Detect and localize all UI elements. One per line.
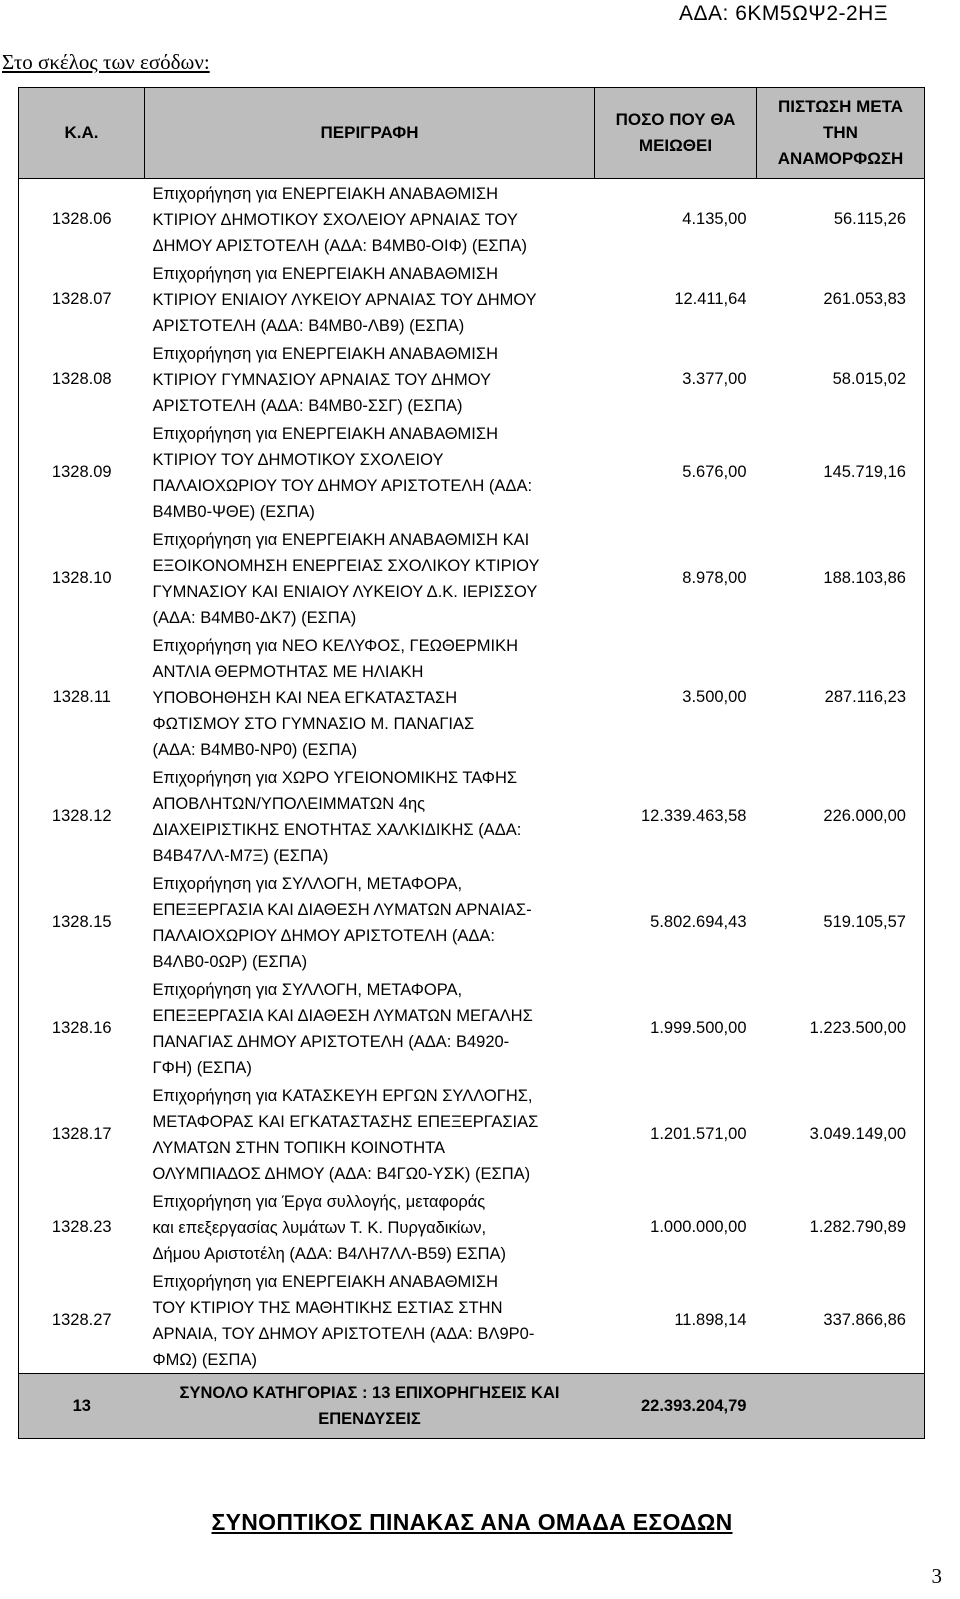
row-reduce-amount: 11.898,14 [674, 1311, 747, 1329]
total-label-line: ΣΥΝΟΛΟ ΚΑΤΗΓΟΡΙΑΣ : 13 ΕΠΙΧΟΡΗΓΗΣΕΙΣ ΚΑΙ [179, 1384, 560, 1402]
table-row [19, 869, 925, 975]
row-description-line: Δήμου Αριστοτέλη (ΑΔΑ: Β4ΛΗ7ΛΛ-Β59) ΕΣΠΑ) [152, 1245, 507, 1263]
row-ka: 1328.15 [19, 869, 145, 975]
row-description-line: ΦΜΩ) (ΕΣΠΑ) [152, 1351, 257, 1369]
row-description [145, 869, 595, 975]
row-reduce-amount: 1.201.571,00 [650, 1125, 747, 1143]
row-description-line: ΠΑΛΑΙΟΧΩΡΙΟΥ ΤΟΥ ΔΗΜΟΥ ΑΡΙΣΤΟΤΕΛΗ (ΑΔΑ: [152, 477, 533, 495]
row-reduce-amount: 1.999.500,00 [650, 1019, 747, 1037]
row-description-line: Β4ΛΒ0-0ΩΡ) (ΕΣΠΑ) [152, 953, 308, 971]
row-credit-after: 1.282.790,89 [757, 1187, 925, 1267]
row-description-line: ΑΡΙΣΤΟΤΕΛΗ (ΑΔΑ: Β4ΜΒ0-ΛΒ9) (ΕΣΠΑ) [152, 317, 465, 335]
row-description-line: ΠΑΝΑΓΙΑΣ ΔΗΜΟΥ ΑΡΙΣΤΟΤΕΛΗ (ΑΔΑ: Β4920- [152, 1033, 510, 1051]
row-description-line: (ΑΔΑ: Β4ΜΒ0-ΔΚ7) (ΕΣΠΑ) [152, 609, 357, 627]
row-description-line: ΑΝΤΛΙΑ ΘΕΡΜΟΤΗΤΑΣ ΜΕ ΗΛΙΑΚΗ [152, 663, 424, 681]
row-reduce-amount: 3.377,00 [682, 370, 747, 388]
row-description [145, 763, 595, 869]
row-description [145, 525, 595, 631]
row-description-line: ΕΞΟΙΚΟΝΟΜΗΣΗ ΕΝΕΡΓΕΙΑΣ ΣΧΟΛΙΚΟΥ ΚΤΙΡΙΟΥ [152, 557, 540, 575]
row-description-line: ΜΕΤΑΦΟΡΑΣ ΚΑΙ ΕΓΚΑΤΑΣΤΑΣΗΣ ΕΠΕΞΕΡΓΑΣΙΑΣ [152, 1113, 539, 1131]
row-credit-after: 188.103,86 [757, 525, 925, 631]
row-description [145, 1267, 595, 1374]
row-description-line: ΓΥΜΝΑΣΙΟΥ ΚΑΙ ΕΝΙΑΙΟΥ ΛΥΚΕΙΟΥ Δ.Κ. ΙΕΡΙΣΣΟΥ [152, 583, 538, 601]
row-credit-after: 226.000,00 [757, 763, 925, 869]
row-description [145, 975, 595, 1081]
row-description-line: ΑΠΟΒΛΗΤΩΝ/ΥΠΟΛΕΙΜΜΑΤΩΝ 4ης [152, 795, 426, 813]
table-row [19, 339, 925, 419]
row-description [145, 1081, 595, 1187]
total-label [145, 1374, 595, 1439]
row-description-line: ΑΡΝΑΙΑ, ΤΟΥ ΔΗΜΟΥ ΑΡΙΣΤΟΤΕΛΗ (ΑΔΑ: ΒΛ9Ρ0- [152, 1325, 535, 1343]
budget-table [18, 87, 925, 1439]
total-credit [757, 1374, 925, 1439]
row-description-line: Επιχορήγηση για ΕΝΕΡΓΕΙΑΚΗ ΑΝΑΒΑΘΜΙΣΗ [152, 185, 499, 203]
total-row [19, 1374, 925, 1439]
total-label-line: ΕΠΕΝΔΥΣΕΙΣ [318, 1410, 421, 1428]
row-description-line: ΔΗΜΟΥ ΑΡΙΣΤΟΤΕΛΗ (ΑΔΑ: Β4ΜΒ0-ΟΙΦ) (ΕΣΠΑ) [152, 237, 527, 255]
page-number: 3 [931, 1564, 942, 1588]
table-row [19, 179, 925, 260]
row-reduce-amount: 4.135,00 [682, 210, 747, 228]
row-credit-after: 337.866,86 [757, 1267, 925, 1374]
row-credit-after: 145.719,16 [757, 419, 925, 525]
row-credit-after: 287.116,23 [757, 631, 925, 763]
row-ka: 1328.23 [19, 1187, 145, 1267]
row-description-line: ΥΠΟΒΟΗΘΗΣΗ ΚΑΙ ΝΕΑ ΕΓΚΑΤΑΣΤΑΣΗ [152, 689, 458, 707]
row-description-line: Επιχορήγηση για ΣΥΛΛΟΓΗ, ΜΕΤΑΦΟΡΑ, [152, 981, 463, 999]
row-ka: 1328.17 [19, 1081, 145, 1187]
table-row [19, 631, 925, 763]
row-description-line: ΔΙΑΧΕΙΡΙΣΤΙΚΗΣ ΕΝΟΤΗΤΑΣ ΧΑΛΚΙΔΙΚΗΣ (ΑΔΑ: [152, 821, 522, 839]
row-description-line: Επιχορήγηση για ΧΩΡΟ ΥΓΕΙΟΝΟΜΙΚΗΣ ΤΑΦΗΣ [152, 769, 518, 787]
summary-title: ΣΥΝΟΠΤΙΚΟΣ ΠΙΝΑΚΑΣ ΑΝΑ ΟΜΑΔΑ ΕΣΟΔΩΝ [211, 1509, 733, 1535]
header-credit-after: ΠΙΣΤΩΣΗ ΜΕΤΑ ΤΗΝ ΑΝΑΜΟΡΦΩΣΗ [757, 88, 925, 179]
row-reduce-amount: 12.339.463,58 [640, 807, 747, 825]
row-description-line: ΛΥΜΑΤΩΝ ΣΤΗΝ ΤΟΠΙΚΗ ΚΟΙΝΟΤΗΤΑ [152, 1139, 445, 1157]
row-ka: 1328.10 [19, 525, 145, 631]
row-reduce-amount: 12.411,64 [674, 290, 747, 308]
row-description-line: ΓΦΗ) (ΕΣΠΑ) [152, 1059, 252, 1077]
section-heading: Στο σκέλος των εσόδων: [2, 50, 210, 74]
table-row [19, 763, 925, 869]
row-reduce-amount: 3.500,00 [682, 688, 747, 706]
row-description-line: (ΑΔΑ: Β4ΜΒ0-ΝΡ0) (ΕΣΠΑ) [152, 741, 358, 759]
table-row [19, 975, 925, 1081]
row-description [145, 631, 595, 763]
row-reduce-amount: 5.676,00 [682, 463, 747, 481]
row-reduce-amount: 8.978,00 [682, 569, 747, 587]
row-description-line: ΤΟΥ ΚΤΙΡΙΟΥ ΤΗΣ ΜΑΘΗΤΙΚΗΣ ΕΣΤΙΑΣ ΣΤΗΝ [152, 1299, 503, 1317]
row-credit-after: 3.049.149,00 [757, 1081, 925, 1187]
row-reduce-amount: 1.000.000,00 [650, 1218, 747, 1236]
row-description [145, 179, 595, 260]
row-description-line: ΕΠΕΞΕΡΓΑΣΙΑ ΚΑΙ ΔΙΑΘΕΣΗ ΛΥΜΑΤΩΝ ΜΕΓΑΛΗΣ [152, 1007, 533, 1025]
row-description-line: Επιχορήγηση για ΕΝΕΡΓΕΙΑΚΗ ΑΝΑΒΑΘΜΙΣΗ [152, 425, 499, 443]
row-description [145, 259, 595, 339]
row-description-line: ΚΤΙΡΙΟΥ ΓΥΜΝΑΣΙΟΥ ΑΡΝΑΙΑΣ ΤΟΥ ΔΗΜΟΥ [152, 371, 492, 389]
row-description-line: Β4ΜΒ0-ΨΘΕ) (ΕΣΠΑ) [152, 503, 315, 521]
row-credit-after: 58.015,02 [757, 339, 925, 419]
row-description-line: Επιχορήγηση για ΕΝΕΡΓΕΙΑΚΗ ΑΝΑΒΑΘΜΙΣΗ [152, 345, 499, 363]
row-ka: 1328.27 [19, 1267, 145, 1374]
row-description [145, 419, 595, 525]
table-body [19, 179, 925, 1439]
row-description-line: ΚΤΙΡΙΟΥ ΔΗΜΟΤΙΚΟΥ ΣΧΟΛΕΙΟΥ ΑΡΝΑΙΑΣ ΤΟΥ [152, 211, 518, 229]
row-ka: 1328.09 [19, 419, 145, 525]
row-description [145, 339, 595, 419]
table-row [19, 1267, 925, 1374]
row-ka: 1328.06 [19, 179, 145, 260]
row-description-line: Επιχορήγηση για ΕΝΕΡΓΕΙΑΚΗ ΑΝΑΒΑΘΜΙΣΗ [152, 1273, 499, 1291]
row-credit-after: 519.105,57 [757, 869, 925, 975]
row-description-line: ΦΩΤΙΣΜΟΥ ΣΤΟ ΓΥΜΝΑΣΙΟ Μ. ΠΑΝΑΓΙΑΣ [152, 715, 475, 733]
row-description-line: Επιχορήγηση για ΝΕΟ ΚΕΛΥΦΟΣ, ΓΕΩΘΕΡΜΙΚΗ [152, 637, 519, 655]
row-description-line: ΑΡΙΣΤΟΤΕΛΗ (ΑΔΑ: Β4ΜΒ0-ΣΣΓ) (ΕΣΠΑ) [152, 397, 463, 415]
row-description-line: ΟΛΥΜΠΙΑΔΟΣ ΔΗΜΟΥ (ΑΔΑ: Β4ΓΩ0-ΥΣΚ) (ΕΣΠΑ) [152, 1165, 531, 1183]
row-description [145, 1187, 595, 1267]
row-description-line: ΕΠΕΞΕΡΓΑΣΙΑ ΚΑΙ ΔΙΑΘΕΣΗ ΛΥΜΑΤΩΝ ΑΡΝΑΙΑΣ- [152, 901, 532, 919]
table-row [19, 1187, 925, 1267]
row-description-line: Επιχορήγηση για ΚΑΤΑΣΚΕΥΗ ΕΡΓΩΝ ΣΥΛΛΟΓΗΣ, [152, 1087, 533, 1105]
row-ka: 1328.11 [19, 631, 145, 763]
row-credit-after: 56.115,26 [757, 179, 925, 260]
row-ka: 1328.12 [19, 763, 145, 869]
row-description-line: Επιχορήγηση για ΕΝΕΡΓΕΙΑΚΗ ΑΝΑΒΑΘΜΙΣΗ ΚΑΙ [152, 531, 530, 549]
header-ka: Κ.Α. [19, 88, 145, 179]
table-header-row [19, 88, 925, 179]
row-reduce-amount: 5.802.694,43 [650, 913, 747, 931]
row-description-line: ΚΤΙΡΙΟΥ ΤΟΥ ΔΗΜΟΤΙΚΟΥ ΣΧΟΛΕΙΟΥ [152, 451, 444, 469]
row-ka: 1328.16 [19, 975, 145, 1081]
row-credit-after: 1.223.500,00 [757, 975, 925, 1081]
row-description-line: Επιχορήγηση για ΕΝΕΡΓΕΙΑΚΗ ΑΝΑΒΑΘΜΙΣΗ [152, 265, 499, 283]
table-row [19, 259, 925, 339]
row-description-line: και επεξεργασίας λυμάτων Τ. Κ. Πυργαδικίων, [152, 1219, 487, 1237]
total-reduce: 22.393.204,79 [595, 1374, 757, 1439]
table-row [19, 525, 925, 631]
row-credit-after: 261.053,83 [757, 259, 925, 339]
header-description: ΠΕΡΙΓΡΑΦΗ [145, 88, 595, 179]
row-description-line: Επιχορήγηση για Έργα συλλογής, μεταφοράς [152, 1193, 486, 1211]
table-row [19, 419, 925, 525]
row-ka: 1328.07 [19, 259, 145, 339]
row-description-line: Επιχορήγηση για ΣΥΛΛΟΓΗ, ΜΕΤΑΦΟΡΑ, [152, 875, 463, 893]
row-description-line: ΚΤΙΡΙΟΥ ΕΝΙΑΙΟΥ ΛΥΚΕΙΟΥ ΑΡΝΑΙΑΣ ΤΟΥ ΔΗΜΟΥ [152, 291, 537, 309]
table-row [19, 1081, 925, 1187]
total-ka: 13 [19, 1374, 145, 1439]
row-description-line: ΠΑΛΑΙΟΧΩΡΙΟΥ ΔΗΜΟΥ ΑΡΙΣΤΟΤΕΛΗ (ΑΔΑ: [152, 927, 495, 945]
row-description-line: Β4Β47ΛΛ-Μ7Ξ) (ΕΣΠΑ) [152, 847, 329, 865]
header-reduce-amount: ΠΟΣΟ ΠΟΥ ΘΑ ΜΕΙΩΘΕΙ [595, 88, 757, 179]
ada-code: ΑΔΑ: 6ΚΜ5ΩΨ2-2ΗΞ [679, 2, 888, 25]
row-ka: 1328.08 [19, 339, 145, 419]
